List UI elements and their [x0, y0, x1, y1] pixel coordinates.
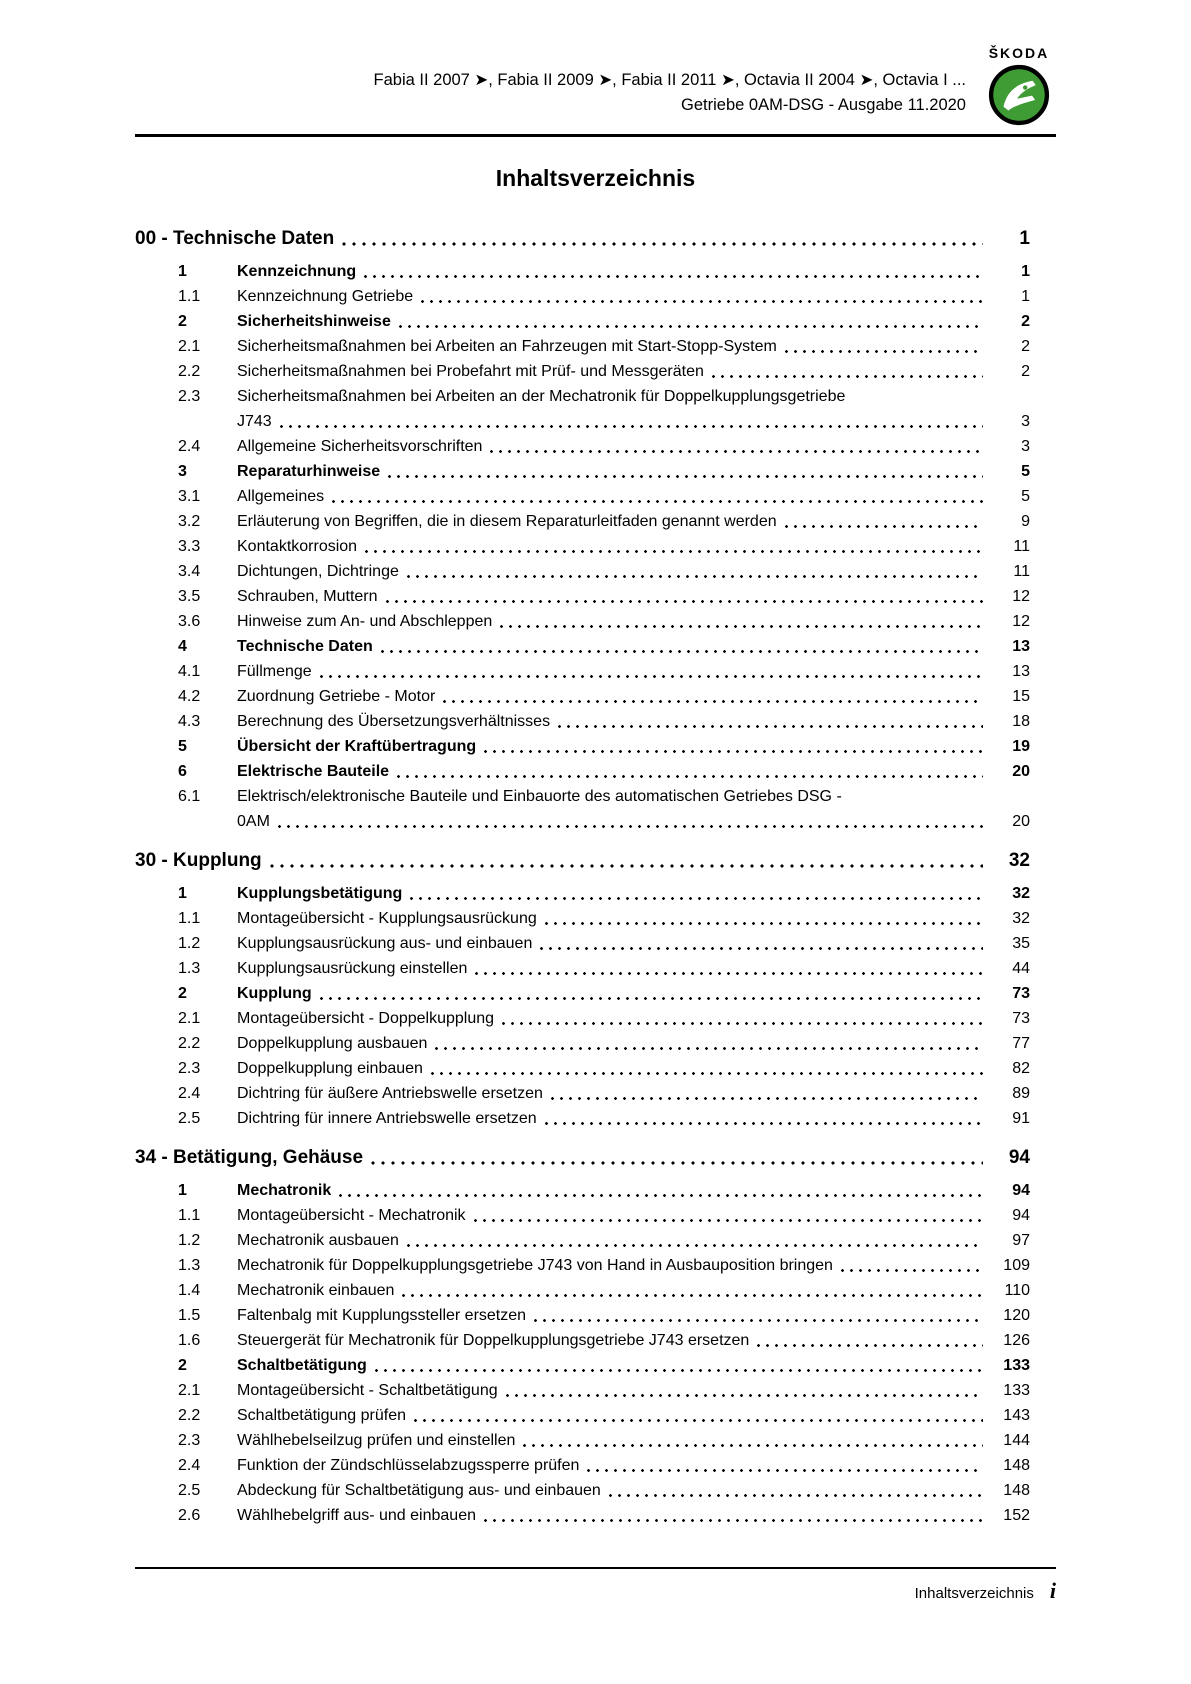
- entry-title: Berechnung des Übersetzungsverhältnisses: [237, 713, 551, 730]
- toc-entry-row: [135, 384, 1056, 434]
- entry-page: 13: [1012, 638, 1030, 655]
- entry-title: Allgemeine Sicherheitsvorschriften: [237, 438, 483, 455]
- entry-page: 89: [1012, 1085, 1030, 1102]
- toc-entry-row: [135, 284, 1056, 309]
- footer-label: Inhaltsverzeichnis: [914, 1585, 1034, 1602]
- entry-page: 20: [1012, 813, 1030, 830]
- dot-leader: [481, 734, 983, 759]
- toc-entry-row: [135, 309, 1056, 334]
- entry-page: 110: [1004, 1282, 1030, 1299]
- entry-page: 1: [1021, 263, 1030, 280]
- entry-number: 2.2: [178, 1407, 201, 1424]
- entry-number: 3.4: [178, 563, 201, 580]
- toc-entry-row: [135, 906, 1056, 931]
- toc-entry-row: [135, 1178, 1056, 1203]
- dot-leader: [520, 1428, 983, 1453]
- entry-page: 3: [1021, 438, 1030, 455]
- toc-entry-row: [135, 981, 1056, 1006]
- entry-page: 94: [1012, 1182, 1030, 1199]
- entry-title: Elektrische Bauteile: [237, 763, 390, 780]
- header-models: Fabia II 2007 ➤, Fabia II 2009 ➤, Fabia II 2011 ➤, Octavia II 2004 ➤, Octavia I ...: [373, 71, 966, 89]
- entry-page: 148: [1003, 1457, 1030, 1474]
- header-text-block: [374, 44, 966, 118]
- entry-number: 2.5: [178, 1110, 201, 1127]
- entry-page: 73: [1012, 985, 1030, 1002]
- toc-entry-row: [135, 931, 1056, 956]
- entry-number: 2.4: [178, 438, 201, 455]
- entry-title: Montageübersicht - Mechatronik: [237, 1207, 466, 1224]
- header-subtitle: Getriebe 0AM-DSG - Ausgabe 11.2020: [681, 96, 966, 114]
- dot-leader: [432, 1031, 983, 1056]
- entry-page: 12: [1012, 588, 1030, 605]
- toc-entry-row: [135, 684, 1056, 709]
- entry-page: 77: [1012, 1035, 1030, 1052]
- entry-number: 2.6: [178, 1507, 201, 1524]
- dot-leader: [754, 1328, 983, 1353]
- entry-title: Sicherheitsmaßnahmen bei Arbeiten an Fahrzeugen mit Start-Stopp-System: [237, 338, 777, 355]
- entry-continuation: 0AM: [237, 813, 270, 830]
- entry-title: Hinweise zum An- und Abschleppen: [237, 613, 493, 630]
- entry-page: 82: [1012, 1060, 1030, 1077]
- dot-leader: [362, 534, 983, 559]
- dot-leader: [548, 1081, 983, 1106]
- entry-page: 152: [1003, 1507, 1030, 1524]
- entry-title: Montageübersicht - Kupplungsausrückung: [237, 910, 537, 927]
- entry-page: 2: [1021, 363, 1030, 380]
- dot-leader: [317, 659, 983, 684]
- chapter-page: 32: [1008, 850, 1030, 871]
- entry-number: 2.4: [178, 1085, 201, 1102]
- dot-leader: [584, 1453, 983, 1478]
- dot-leader: [606, 1478, 983, 1503]
- toc-entry-row: [135, 359, 1056, 384]
- dot-leader: [782, 509, 983, 534]
- entry-page: 20: [1012, 763, 1030, 780]
- entry-title: Kupplungsausrückung aus- und einbauen: [237, 935, 533, 952]
- toc-entry-row: [135, 1106, 1056, 1131]
- entry-number: 6: [178, 763, 187, 780]
- entry-number: 2: [178, 313, 187, 330]
- entry-continuation: J743: [237, 413, 272, 430]
- toc-chapter-row: [135, 1145, 1056, 1171]
- entry-title: Montageübersicht - Schaltbetätigung: [237, 1382, 498, 1399]
- entry-title: Doppelkupplung ausbauen: [237, 1035, 428, 1052]
- entry-title: Reparaturhinweise: [237, 463, 381, 480]
- dot-leader: [368, 1145, 983, 1171]
- entry-title: Schaltbetätigung: [237, 1357, 367, 1374]
- entry-page: 97: [1012, 1232, 1030, 1249]
- entry-page: 144: [1003, 1432, 1030, 1449]
- entry-number: 2.1: [178, 338, 201, 355]
- toc-entry-row: [135, 434, 1056, 459]
- entry-number: 1.1: [178, 1207, 201, 1224]
- entry-title: Kennzeichnung: [237, 263, 357, 280]
- dot-leader: [336, 1178, 983, 1203]
- dot-leader: [399, 1278, 983, 1303]
- footer-page-number: i: [1049, 1578, 1056, 1603]
- dot-leader: [404, 1228, 983, 1253]
- entry-page: 32: [1012, 885, 1030, 902]
- dot-leader: [440, 684, 983, 709]
- entry-page: 109: [1003, 1257, 1030, 1274]
- toc-entry-row: [135, 634, 1056, 659]
- entry-page: 5: [1021, 463, 1030, 480]
- entry-continuation-line: [237, 409, 1030, 434]
- entry-page: 126: [1003, 1332, 1030, 1349]
- toc-entry-row: [135, 459, 1056, 484]
- entry-title: Dichtring für innere Antriebswelle ersetzen: [237, 1110, 537, 1127]
- dot-leader: [487, 434, 983, 459]
- dot-leader: [275, 809, 983, 834]
- header-divider: [135, 134, 1056, 137]
- page-footer: [135, 1567, 1056, 1604]
- entry-title: Wählhebelseilzug prüfen und einstellen: [237, 1432, 516, 1449]
- dot-leader: [372, 1353, 983, 1378]
- entry-title: Funktion der Zündschlüsselabzugssperre prüfen: [237, 1457, 580, 1474]
- entry-number: 2.4: [178, 1457, 201, 1474]
- skoda-logo: [982, 44, 1056, 126]
- entry-number: 2.3: [178, 388, 201, 405]
- entry-title: Sicherheitsmaßnahmen bei Arbeiten an der Mechatronik für Doppelkupplungsgetriebe: [237, 388, 846, 405]
- toc-entry-row: [135, 659, 1056, 684]
- entry-number: 2: [178, 985, 187, 1002]
- entry-number: 1.5: [178, 1307, 201, 1324]
- entry-number: 1.2: [178, 935, 201, 952]
- entry-number: 4.2: [178, 688, 201, 705]
- toc-entry-row: [135, 1081, 1056, 1106]
- dot-leader: [542, 906, 983, 931]
- entry-page: 35: [1012, 935, 1030, 952]
- dot-leader: [531, 1303, 983, 1328]
- toc-entry-row: [135, 1353, 1056, 1378]
- page-header: [135, 44, 1056, 134]
- entry-number: 1.2: [178, 1232, 201, 1249]
- entry-number: 2.1: [178, 1382, 201, 1399]
- entry-title: Mechatronik: [237, 1182, 332, 1199]
- entry-page: 13: [1012, 663, 1030, 680]
- toc-entry-row: [135, 1278, 1056, 1303]
- dot-leader: [407, 881, 983, 906]
- entry-number: 5: [178, 738, 187, 755]
- entry-title: Faltenbalg mit Kupplungssteller ersetzen: [237, 1307, 527, 1324]
- entry-number: 1.4: [178, 1282, 201, 1299]
- chapter-label: 34 - Betätigung, Gehäuse: [135, 1147, 364, 1168]
- entry-number: 2.1: [178, 1010, 201, 1027]
- entry-title: Kontaktkorrosion: [237, 538, 358, 555]
- dot-leader: [385, 459, 983, 484]
- toc-entry-row: [135, 759, 1056, 784]
- entry-title: Mechatronik ausbauen: [237, 1232, 399, 1249]
- entry-number: 3: [178, 463, 187, 480]
- entry-page: 11: [1013, 538, 1030, 555]
- dot-leader: [471, 1203, 983, 1228]
- toc-entry-row: [135, 534, 1056, 559]
- entry-page: 44: [1012, 960, 1030, 977]
- skoda-wordmark: ŠKODA: [988, 45, 1050, 61]
- dot-leader: [394, 759, 983, 784]
- entry-number: 1.1: [178, 910, 201, 927]
- entry-title: Elektrisch/elektronische Bauteile und Einbauorte des automatischen Getriebes DSG -: [237, 788, 842, 805]
- entry-title: Kennzeichnung Getriebe: [237, 288, 414, 305]
- toc-chapter-row: [135, 226, 1056, 252]
- entry-title: Montageübersicht - Doppelkupplung: [237, 1010, 495, 1027]
- entry-number: 1: [178, 885, 187, 902]
- entry-page: 3: [1021, 413, 1030, 430]
- entry-title: Dichtring für äußere Antriebswelle ersetzen: [237, 1085, 543, 1102]
- entry-title: Sicherheitshinweise: [237, 313, 391, 330]
- dot-leader: [838, 1253, 983, 1278]
- footer-line: [135, 1569, 1056, 1604]
- entry-number: 2.3: [178, 1432, 201, 1449]
- entry-title: Kupplungsbetätigung: [237, 885, 403, 902]
- skoda-logo-icon: [988, 64, 1050, 126]
- entry-title: Kupplungsausrückung einstellen: [237, 960, 468, 977]
- entry-title: Füllmenge: [237, 663, 312, 680]
- dot-leader: [329, 484, 983, 509]
- entry-number: 1.3: [178, 960, 201, 977]
- entry-page: 1: [1021, 288, 1030, 305]
- dot-leader: [542, 1106, 983, 1131]
- entry-number: 4.3: [178, 713, 201, 730]
- chapter-page: 94: [1008, 1147, 1030, 1168]
- page-title: Inhaltsverzeichnis: [495, 165, 696, 191]
- toc-entry-row: [135, 1006, 1056, 1031]
- entry-number: 3.1: [178, 488, 201, 505]
- toc-entry-row: [135, 334, 1056, 359]
- chapter-label: 00 - Technische Daten: [135, 228, 335, 249]
- entry-title: Dichtungen, Dichtringe: [237, 563, 399, 580]
- dot-leader: [277, 409, 983, 434]
- entry-title: Doppelkupplung einbauen: [237, 1060, 423, 1077]
- toc-chapter-row: [135, 848, 1056, 874]
- entry-page: 148: [1003, 1482, 1030, 1499]
- dot-leader: [782, 334, 983, 359]
- dot-leader: [383, 584, 983, 609]
- dot-leader: [472, 956, 983, 981]
- entry-number: 6.1: [178, 788, 201, 805]
- toc-entry-row: [135, 1031, 1056, 1056]
- entry-title: Wählhebelgriff aus- und einbauen: [237, 1507, 476, 1524]
- entry-page: 94: [1012, 1207, 1030, 1224]
- entry-page: 73: [1012, 1010, 1030, 1027]
- toc-entry-row: [135, 784, 1056, 834]
- entry-page: 12: [1012, 613, 1030, 630]
- toc-entry-row: [135, 1056, 1056, 1081]
- toc-entry-row: [135, 1403, 1056, 1428]
- toc-entry-row: [135, 709, 1056, 734]
- entry-page: 11: [1013, 563, 1030, 580]
- toc-entry-row: [135, 881, 1056, 906]
- entry-number: 1.6: [178, 1332, 201, 1349]
- entry-title: Mechatronik einbauen: [237, 1282, 395, 1299]
- entry-number: 1.3: [178, 1257, 201, 1274]
- entry-title: Allgemeines: [237, 488, 325, 505]
- toc-entry-row: [135, 1328, 1056, 1353]
- dot-leader: [267, 848, 983, 874]
- dot-leader: [555, 709, 983, 734]
- entry-number: 2.2: [178, 363, 201, 380]
- toc-entry-row: [135, 1253, 1056, 1278]
- entry-title: Zuordnung Getriebe - Motor: [237, 688, 436, 705]
- entry-page: 9: [1021, 513, 1030, 530]
- toc-entry-row: [135, 1428, 1056, 1453]
- toc-entry-row: [135, 1378, 1056, 1403]
- entry-page: 18: [1012, 713, 1030, 730]
- dot-leader: [404, 559, 983, 584]
- dot-leader: [378, 634, 983, 659]
- entry-title: Übersicht der Kraftübertragung: [237, 738, 477, 755]
- toc-entry-row: [135, 584, 1056, 609]
- entry-page: 133: [1003, 1382, 1030, 1399]
- entry-page: 15: [1012, 688, 1030, 705]
- entry-page: 32: [1012, 910, 1030, 927]
- dot-leader: [361, 259, 983, 284]
- entry-title: Sicherheitsmaßnahmen bei Probefahrt mit Prüf- und Messgeräten: [237, 363, 704, 380]
- entry-page: 133: [1003, 1357, 1030, 1374]
- entry-number: 4: [178, 638, 187, 655]
- toc-entry-row: [135, 1303, 1056, 1328]
- toc-entry-row: [135, 734, 1056, 759]
- toc-entry-row: [135, 1503, 1056, 1528]
- entry-number: 3.6: [178, 613, 201, 630]
- entry-page: 2: [1021, 313, 1030, 330]
- entry-title: Schaltbetätigung prüfen: [237, 1407, 407, 1424]
- toc-entry-row: [135, 1453, 1056, 1478]
- entry-number: 1.1: [178, 288, 201, 305]
- entry-title: Abdeckung für Schaltbetätigung aus- und einbauen: [237, 1482, 601, 1499]
- dot-leader: [481, 1503, 983, 1528]
- dot-leader: [499, 1006, 983, 1031]
- entry-title: Erläuterung von Begriffen, die in diesem Reparaturleitfaden genannt werden: [237, 513, 777, 530]
- entry-title: Kupplung: [237, 985, 312, 1002]
- entry-number: 2.5: [178, 1482, 201, 1499]
- entry-continuation-line: [237, 809, 1030, 834]
- entry-number: 1: [178, 1182, 187, 1199]
- toc-entry-row: [135, 559, 1056, 584]
- entry-number: 1: [178, 263, 187, 280]
- chapter-page: 1: [1019, 228, 1030, 249]
- entry-page: 19: [1012, 738, 1030, 755]
- entry-number: 2.2: [178, 1035, 201, 1052]
- entry-title: Steuergerät für Mechatronik für Doppelkupplungsgetriebe J743 ersetzen: [237, 1332, 750, 1349]
- toc-entry-row: [135, 1478, 1056, 1503]
- dot-leader: [709, 359, 983, 384]
- entry-page: 143: [1003, 1407, 1030, 1424]
- entry-page: 91: [1012, 1110, 1030, 1127]
- dot-leader: [411, 1403, 983, 1428]
- dot-leader: [537, 931, 983, 956]
- entry-number: 4.1: [178, 663, 201, 680]
- entry-number: 3.2: [178, 513, 201, 530]
- entry-number: 3.5: [178, 588, 201, 605]
- toc-entry-row: [135, 956, 1056, 981]
- dot-leader: [503, 1378, 983, 1403]
- entry-title: Technische Daten: [237, 638, 373, 655]
- entry-title: Schrauben, Muttern: [237, 588, 378, 605]
- entry-number: 2.3: [178, 1060, 201, 1077]
- toc-entry-row: [135, 1203, 1056, 1228]
- toc: [135, 226, 1056, 1548]
- toc-entry-row: [135, 1228, 1056, 1253]
- dot-leader: [339, 226, 983, 252]
- entry-number: 2: [178, 1357, 187, 1374]
- dot-leader: [396, 309, 983, 334]
- dot-leader: [317, 981, 983, 1006]
- dot-leader: [428, 1056, 983, 1081]
- toc-entry-row: [135, 484, 1056, 509]
- dot-leader: [418, 284, 983, 309]
- chapter-label: 30 - Kupplung: [135, 850, 262, 871]
- toc-entry-row: [135, 509, 1056, 534]
- entry-page: 5: [1021, 488, 1030, 505]
- toc-entry-row: [135, 259, 1056, 284]
- entry-page: 120: [1003, 1307, 1030, 1324]
- entry-title: Mechatronik für Doppelkupplungsgetriebe J743 von Hand in Ausbauposition bringen: [237, 1257, 833, 1274]
- entry-number: 3.3: [178, 538, 201, 555]
- entry-page: 2: [1021, 338, 1030, 355]
- dot-leader: [497, 609, 983, 634]
- toc-entry-row: [135, 609, 1056, 634]
